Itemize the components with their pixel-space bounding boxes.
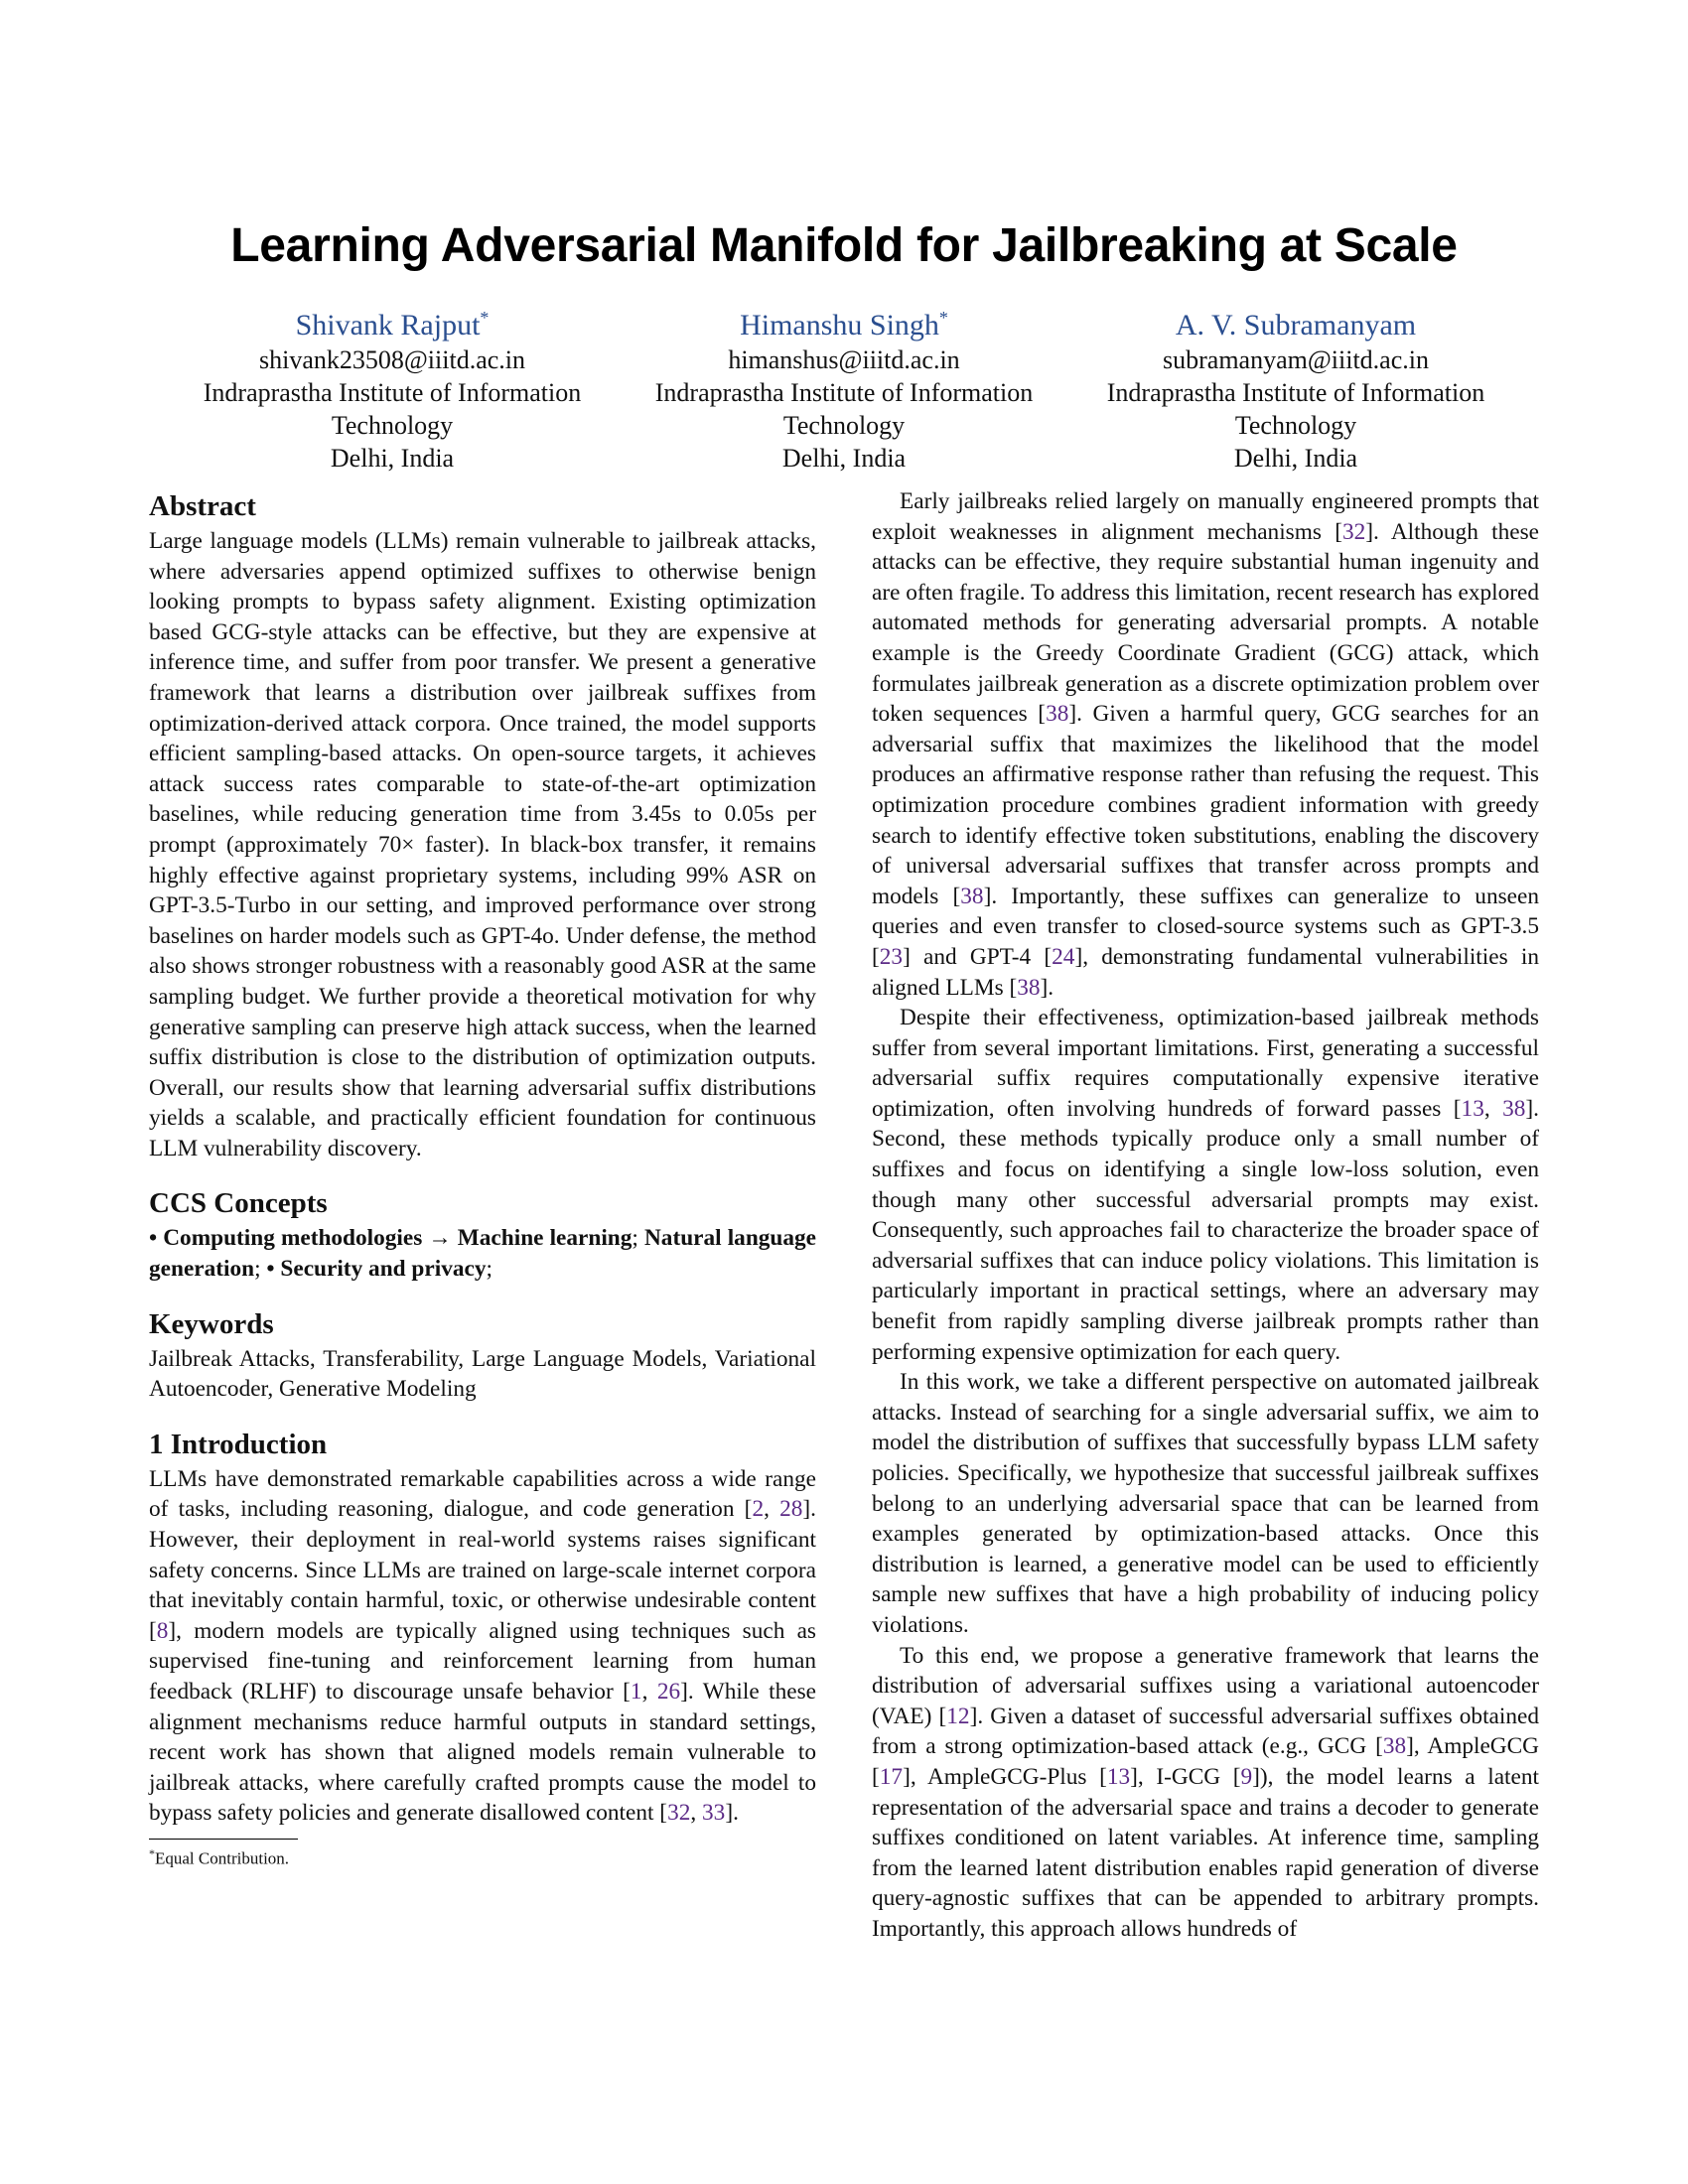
right-column xyxy=(872,486,1539,1945)
citation-link[interactable]: 1 xyxy=(630,1679,642,1705)
author-affiliation: Technology xyxy=(1234,411,1357,440)
intro-paragraph-2: Early jailbreaks relied largely on manually engineered prompts that exploit weaknesses in alignment mechanisms [32]. Although these attacks can be effective, they require substantial human ingenuity and are often fragile. To address this limitation, recent research has explored automated methods for generating adversarial prompts. A notable example is the Greedy Coordinate Gradient (GCG) attack, which formulates jailbreak generation as a discrete optimization problem over token sequences [38]. Given a harmful query, GCG searches for an adversarial suffix that maximizes the likelihood that the model produces an affirmative response rather than refusing the request. This optimization procedure combines gradient information with greedy search to identify effective token substitutions, enabling the discovery of universal adversarial suffixes that transfer across prompts and models [38]. Importantly, these suffixes can generalize to unseen queries and even transfer to closed-source systems such as GPT-3.5 [23] and GPT-4 [24], demonstrating fundamental vulnerabilities in aligned LLMs [38]. xyxy=(872,488,1540,1001)
author-affiliation: Technology xyxy=(782,411,906,440)
citation-link[interactable]: 13 xyxy=(1106,1763,1131,1790)
intro-paragraph-4: In this work, we take a different perspective on automated jailbreak attacks. Instead of searching for a single adversarial suffix, we aim to model the distribution of suffixes that successfully bypass LLM safety policies. Specifically, we hypothesize that successful jailbreak suffixes belong to an underlying adversarial space that can be learned from examples generated by optimization-based attacks. Once this distribution is learned, a generative model can be used to efficiently sample new suffixes that have a high probability of inducing policy violations. xyxy=(872,1369,1539,1638)
author-affiliation: Indraprastha Institute of Information xyxy=(203,378,582,407)
citation-link[interactable]: 17 xyxy=(879,1763,904,1790)
citation-link[interactable]: 38 xyxy=(1017,974,1041,1001)
ccs-heading: CCS Concepts xyxy=(149,1187,328,1220)
intro-paragraph-3: Despite their effectiveness, optimization-based jailbreak methods suffer from several important limitations. First, generating a successful adversarial suffix requires computationally expensive iterative optimization, often involving hundreds of forward passes [13, 38]. Second, these methods typically produce only a small number of suffixes and focus on identifying a single low-loss solution, even though many other successful adversarial prompts may exist. Consequently, such approaches fail to characterize the broader space of adversarial suffixes that can induce policy violations. This limitation is particularly important in practical settings, where an adversary may benefit from rapidly sampling diverse jailbreak prompts rather than performing expensive optimization for each query. xyxy=(872,1005,1539,1365)
abstract-heading: Abstract xyxy=(149,490,256,522)
citation-link[interactable]: 28 xyxy=(779,1496,803,1523)
author-email: himanshus@iiitd.ac.in xyxy=(728,345,960,374)
paper-title: Learning Adversarial Manifold for Jailbreaking at Scale xyxy=(230,219,1458,272)
citation-link[interactable]: 12 xyxy=(946,1703,970,1729)
abstract-text: Large language models (LLMs) remain vulnerable to jailbreak attacks, where adversaries append optimized suffixes to otherwise benign looking prompts to bypass safety alignment. Existing optimization based GCG-style attacks can be effective, but they are expensive at inference time, and suffer from poor transfer. We present a generative framework that learns a distribution over jailbreak suffixes from optimization-derived attack corpora. Once trained, the model supports efficient sampling-based attacks. On open-source targets, it achieves attack success rates comparable to state-of-the-art optimization baselines, while reducing generation time from 3.45s to 0.05s per prompt (approximately 70× faster). In black-box transfer, it remains highly effective against proprietary systems, including 99% ASR on GPT-3.5-Turbo in our setting, and improved performance over strong baselines on harder models such as GPT-4o. Under defense, the method also shows stronger robustness with a reasonably good ASR at the same sampling budget. We further provide a theoretical motivation for why generative sampling can preserve high attack success, when the learned suffix distribution is close to the distribution of optimization outputs. Overall, our results show that learning adversarial suffix distributions yields a scalable, and practically efficient foundation for continuous LLM vulnerability discovery. xyxy=(149,528,816,1161)
author-affiliation: Indraprastha Institute of Information xyxy=(1106,378,1485,407)
author-affiliation: Indraprastha Institute of Information xyxy=(654,378,1034,407)
citation-link[interactable]: 13 xyxy=(1461,1095,1484,1122)
citation-link[interactable]: 9 xyxy=(1240,1763,1253,1790)
author-block-1 xyxy=(174,300,611,475)
keywords-text: Jailbreak Attacks, Transferability, Large Language Models, Variational Autoencoder, Generative Modeling xyxy=(149,1345,816,1403)
author-block-2 xyxy=(626,300,1062,475)
author-location: Delhi, India xyxy=(1233,444,1358,473)
author-affiliation: Technology xyxy=(331,411,454,440)
intro-paragraph-1: LLMs have demonstrated remarkable capabilities across a wide range of tasks, including reasoning, dialogue, and code generation [2, 28]. However, their deployment in real-world systems raises significant safety concerns. Since LLMs are trained on large-scale internet corpora that inevitably contain harmful, toxic, or otherwise undesirable content [8], modern models are typically aligned using techniques such as supervised fine-tuning and reinforcement learning from human feedback (RLHF) to discourage unsafe behavior [1, 26]. While these alignment mechanisms reduce harmful outputs in standard settings, recent work has shown that aligned models remain vulnerable to jailbreak attacks, where carefully crafted prompts cause the model to bypass safety policies and generate disallowed content [32, 33]. xyxy=(149,1465,816,1827)
keywords-heading: Keywords xyxy=(149,1307,274,1340)
author-location: Delhi, India xyxy=(330,444,455,473)
citation-link[interactable]: 23 xyxy=(879,943,904,970)
citation-link[interactable]: 38 xyxy=(1502,1095,1526,1122)
author-name: Shivank Rajput* xyxy=(295,308,490,341)
intro-paragraph-5: To this end, we propose a generative framework that learns the distribution of adversarial suffixes using a variational autoencoder (VAE) [12]. Given a dataset of successful adversarial suffixes obtained from a strong optimization-based attack (e.g., GCG [38], AmpleGCG [17], AmpleGCG-Plus [13], I-GCG [9]), the model learns a latent representation of the adversarial space and trains a decoder to generate suffixes conditioned on latent variables. At inference time, sampling from the learned latent distribution enables rapid generation of diverse query-agnostic suffixes that can be appended to arbitrary prompts. Importantly, this approach allows hundreds of xyxy=(872,1642,1539,1942)
author-location: Delhi, India xyxy=(781,444,907,473)
citation-link[interactable]: 38 xyxy=(1046,701,1069,728)
citation-link[interactable]: 33 xyxy=(702,1800,726,1827)
intro-heading: 1 Introduction xyxy=(149,1428,328,1460)
author-block-3 xyxy=(1077,300,1514,475)
citation-link[interactable]: 38 xyxy=(960,883,984,909)
author-email: subramanyam@iiitd.ac.in xyxy=(1163,345,1429,374)
citation-link[interactable]: 8 xyxy=(156,1617,169,1644)
ccs-text: • Computing methodologies → Machine learning; Natural language generation; • Security and privacy; xyxy=(149,1225,817,1283)
footnote: *Equal Contribution. xyxy=(149,1845,290,1868)
citation-link[interactable]: 26 xyxy=(656,1679,681,1705)
citation-link[interactable]: 32 xyxy=(1341,518,1366,545)
citation-link[interactable]: 24 xyxy=(1052,943,1075,970)
citation-link[interactable]: 2 xyxy=(752,1496,765,1523)
author-name: A. V. Subramanyam xyxy=(1175,309,1417,341)
author-email: shivank23508@iiitd.ac.in xyxy=(258,345,526,374)
left-column xyxy=(149,486,816,1873)
citation-link[interactable]: 32 xyxy=(667,1800,691,1827)
citation-link[interactable]: 38 xyxy=(1382,1733,1407,1760)
author-name: Himanshu Singh* xyxy=(740,308,948,341)
